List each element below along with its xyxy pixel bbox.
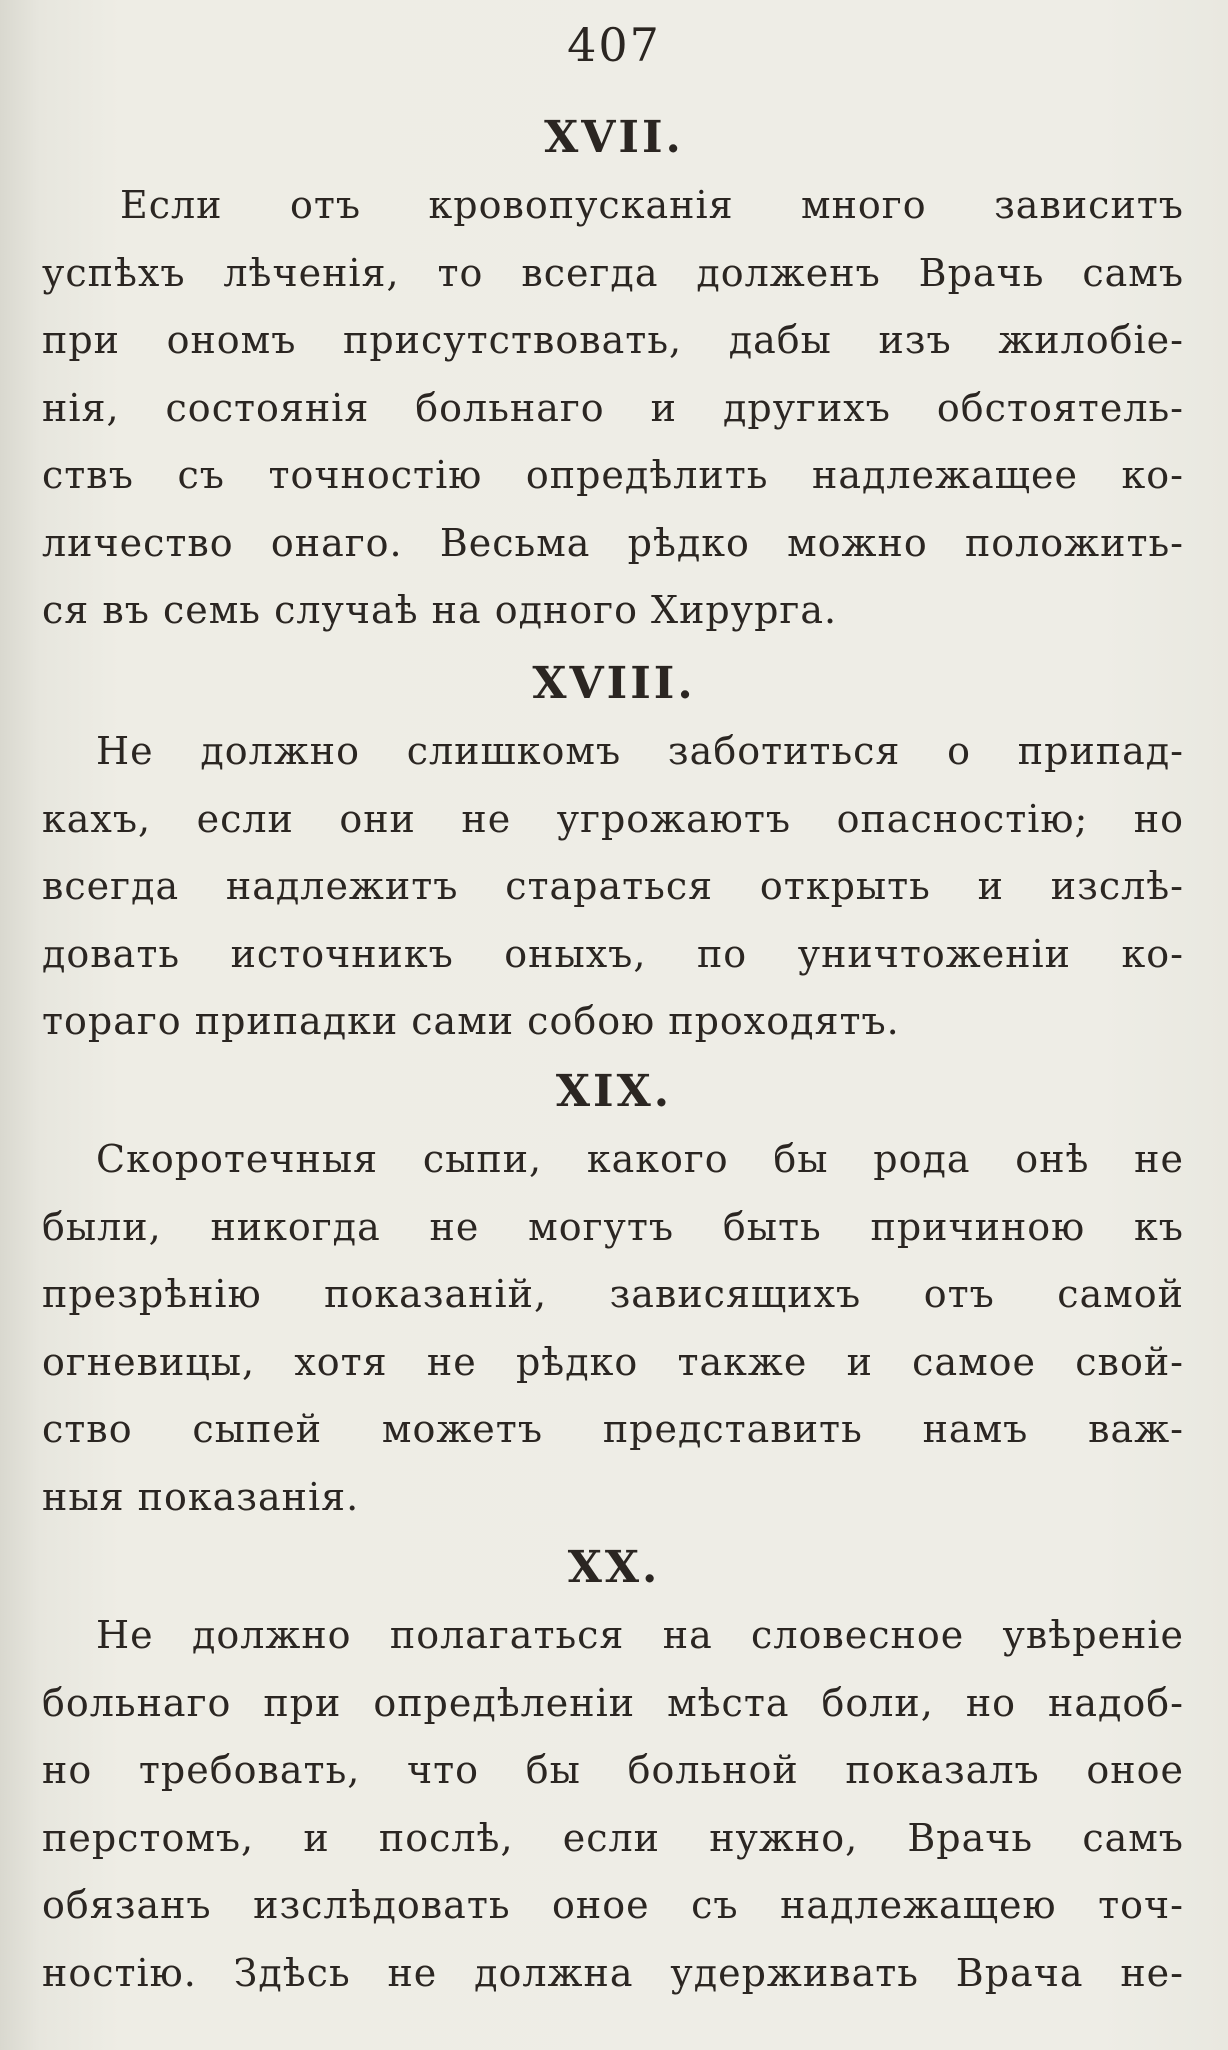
text-line: личество онаго. Весьма рѣдко можно положить- xyxy=(42,520,1184,565)
text-line: кахъ, если они не угрожаютъ опасностію; но xyxy=(42,796,1184,841)
text-line: Скоротечныя сыпи, какого бы рода онѣ не xyxy=(96,1137,1184,1181)
text-line: но требовать, что бы больной показалъ оное xyxy=(42,1748,1184,1792)
text-line: всегда надлежитъ стараться открыть и изслѣ- xyxy=(42,864,1184,908)
section-xvii xyxy=(0,104,1228,645)
text-line: ствъ съ точностію опредѣлить надлежащее ко- xyxy=(42,453,1184,497)
text-line: ныя показанія. xyxy=(42,1474,360,1519)
text-line: Не должно слишкомъ заботиться о припад- xyxy=(96,729,1184,773)
page-number: 407 xyxy=(567,18,661,72)
section-xix xyxy=(0,1058,1228,1531)
text-line: Не должно полагаться на словесное увѣреніе xyxy=(96,1613,1184,1657)
text-line: ся въ семь случаѣ на одного Хирурга. xyxy=(42,588,838,632)
text-line: перстомъ, и послѣ, если нужно, Врачь самъ xyxy=(42,1815,1184,1860)
text-line: довать источникъ оныхъ, по уничтоженіи ко- xyxy=(42,931,1184,976)
section-heading: XVIII. xyxy=(532,658,696,709)
text-line: успѣхъ лѣченія, то всегда долженъ Врачь самъ xyxy=(42,250,1184,295)
text-line: тораго припадки сами собою проходятъ. xyxy=(42,999,900,1043)
text-line: Если отъ кровопусканія много зависитъ xyxy=(120,183,1184,227)
text-line: ностію. Здѣсь не должна удерживать Врача не- xyxy=(42,1950,1184,1995)
text-line: были, никогда не могутъ быть причиною къ xyxy=(42,1204,1184,1249)
text-line: нія, состоянія больнаго и другихъ обстоятель- xyxy=(42,385,1184,430)
text-line: огневицы, хотя не рѣдко также и самое свой- xyxy=(42,1339,1184,1384)
section-heading: XVII. xyxy=(544,112,684,163)
section-heading: XIX. xyxy=(555,1066,673,1117)
text-line: ство сыпей можетъ представить намъ важ- xyxy=(42,1407,1184,1451)
text-line: больнаго при опредѣленіи мѣста боли, но надоб- xyxy=(42,1680,1184,1725)
text-line: презрѣнію показаній, зависящихъ отъ самой xyxy=(42,1272,1184,1316)
text-line: обязанъ изслѣдовать оное съ надлежащею точ- xyxy=(42,1883,1184,1927)
section-heading: XX. xyxy=(567,1542,661,1593)
text-line: при ономъ присутствовать, дабы изъ жилобіе- xyxy=(42,318,1184,362)
section-xviii xyxy=(0,650,1228,1056)
section-xx xyxy=(0,1534,1228,2007)
